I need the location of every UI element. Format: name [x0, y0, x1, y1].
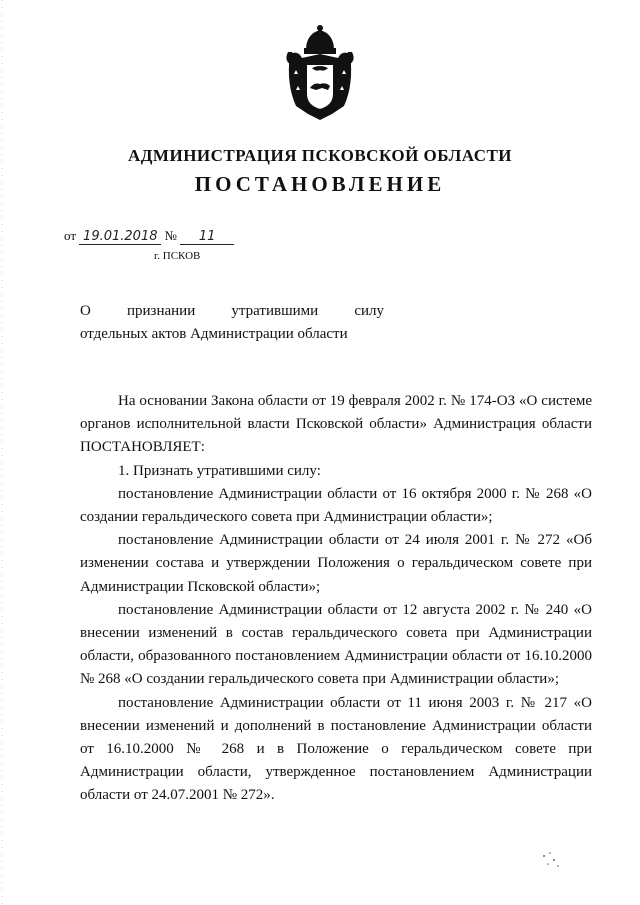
date-number-line	[64, 228, 234, 245]
pskov-coat-of-arms-icon	[282, 24, 358, 124]
body-paragraph: На основании Закона области от 19 февраля 2002 г. № 174-ОЗ «О системе органов исполнительной власти Псковской области» Администрация области ПОСТАНОВЛЯЕТ:	[80, 393, 592, 456]
body-paragraph: постановление Администрации области от 16 октября 2000 г. № 268 «О создании геральдического совета при Администрации области»;	[80, 485, 592, 526]
subject-line-1: О признании утратившими силу	[80, 303, 384, 319]
number-label: №	[164, 228, 177, 243]
body-paragraph: постановление Администрации области от 24 июля 2001 г. № 272 «Об изменении состава и утверждении Положения о геральдическом совете при Администрации Псковской области»;	[80, 532, 592, 595]
subject-line-2: отдельных актов Администрации области	[80, 326, 348, 342]
scan-edge-marks	[0, 0, 4, 905]
date-label: от	[64, 228, 77, 243]
document-body	[80, 390, 592, 808]
organization-title: АДМИНИСТРАЦИЯ ПСКОВСКОЙ ОБЛАСТИ	[127, 146, 513, 165]
body-paragraph: 1. Признать утратившими силу:	[118, 462, 321, 479]
document-subject	[80, 300, 384, 346]
body-paragraph: постановление Администрации области от 12 августа 2002 г. № 240 «О внесении изменений в состав геральдического совета при Администрации области, образованного постановлением Администрации области от 16.10.2000 № 268 «О создании геральдического совета при Администрации области»;	[80, 601, 592, 688]
city-label: г. ПСКОВ	[154, 250, 201, 262]
body-paragraph: постановление Администрации области от 11 июня 2003 г. № 217 «О внесении изменений и дополнений в постановление Администрации области от 16.10.2000 № 268 и в Положение о геральдическом совете при Администрации области, утвержденное постановлением Администрации области от 24.07.2001 № 272».	[80, 694, 592, 804]
handwritten-date: 19.01.2018	[79, 230, 161, 245]
document-type-title: ПОСТАНОВЛЕНИЕ	[194, 172, 446, 196]
scan-mark-icon	[540, 850, 564, 870]
handwritten-number: 11	[180, 230, 234, 245]
